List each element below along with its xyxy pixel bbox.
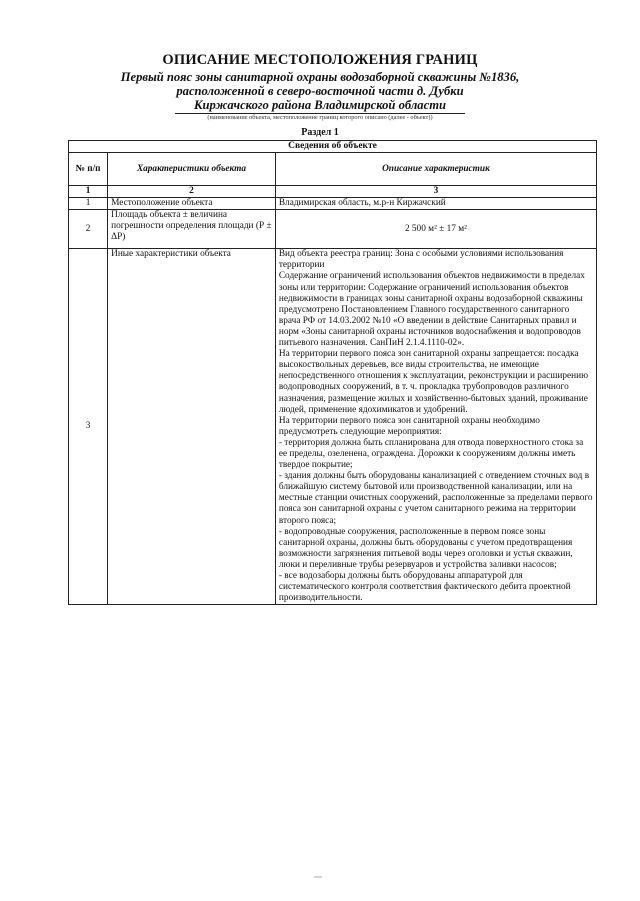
row-number: 2 — [69, 210, 108, 249]
document-title: ОПИСАНИЕ МЕСТОПОЛОЖЕНИЯ ГРАНИЦ — [162, 52, 478, 68]
page-mark — [314, 876, 322, 878]
subtitle-line-2: расположенной в северо-восточной части д. Дубки — [176, 84, 464, 98]
description-paragraph: Вид объекта реестра границ: Зона с особыми условиями использования территории — [278, 249, 564, 271]
table-row — [69, 198, 597, 210]
description-paragraph: Содержание ограничений использования объектов недвижимости в пределах зоны или территории: Содержание ограничений использования объектов недвижимости в границах зоны санитарной охраны водозаборной скважины предусмотрено Постановлением Главного государственного санитарного врача РФ от 14.03.2002 №10 «О введении в действие Санитарных правил и норм «Зоны санитарной охраны источников водоснабжения и водопроводов питьевого назначения. СанПиН 2.1.4.1110-02». — [278, 271, 585, 349]
column-header-row — [69, 153, 597, 186]
section-title: Раздел 1 — [301, 127, 339, 138]
table-row — [69, 210, 597, 249]
description-paragraph: На территории первого пояса зон санитарной охраны необходимо предусмотреть следующие мероприятия: — [278, 415, 540, 437]
column-number-2: 2 — [108, 186, 276, 198]
row-number: 3 — [69, 249, 108, 605]
subtitle-line-3: Киржачского района Владимирской области — [193, 98, 446, 112]
table-caption: Сведения об объекте — [69, 141, 597, 153]
table-caption-row — [69, 141, 597, 153]
row-characteristic: Иные характеристики объекта — [108, 249, 276, 605]
row-characteristic: Местоположение объекта — [108, 198, 276, 210]
row-description: 2 500 м² ± 17 м² — [275, 210, 596, 249]
description-paragraph: - здания должны быть оборудованы канализацией с отведением сточных вод в ближайшую систему бытовой или производственной канализации, или на местные станции очистных сооружений, расположенные за пределами первого пояса зон санитарной охраны с учетом санитарного режима на территории второго пояса; — [278, 471, 593, 526]
row-description — [275, 249, 596, 605]
row-number: 1 — [69, 198, 108, 210]
column-number-3: 3 — [275, 186, 596, 198]
object-info-table — [68, 140, 597, 605]
column-number-row — [69, 186, 597, 198]
row-description: Владимирская область, м.р-н Киржачский — [275, 198, 596, 210]
column-header-characteristic: Характеристики объекта — [108, 153, 276, 186]
description-paragraph: На территории первого пояса зон санитарной охраны запрещается: посадка высокоствольных деревьев, все виды строительства, не имеющие непосредственного отношения к эксплуатации, реконструкции и расширению водопроводных сооружений, в т. ч. прокладка трубопроводов различного назначения, размещение жилых и хозяйственно-бытовых зданий, проживание людей, применение ядохимикатов и удобрений. — [278, 349, 589, 415]
column-number-1: 1 — [69, 186, 108, 198]
column-header-description: Описание характеристик — [275, 153, 596, 186]
description-paragraph: - все водозаборы должны быть оборудованы аппаратурой для систематического контроля соответствия фактического дебита проектной производительности. — [278, 571, 571, 604]
description-paragraph: - территория должна быть спланирована для отвода поверхностного стока за ее пределы, озеленена, ограждена. Дорожки к сооружениям должны иметь твердое покрытие; — [278, 437, 584, 471]
table-row — [69, 249, 597, 605]
subtitle-line-1: Первый пояс зоны санитарной охраны водозаборной скважины №1836, — [120, 70, 520, 84]
description-paragraph: - водопроводные сооружения, расположенные в первом поясе зоны санитарной охраны, должны быть оборудованы с учетом предотвращения возможности загрязнения питьевой воды через оголовки и устья скважин, люки и переливные трубы резервуаров и устройства заливки насосов; — [278, 526, 573, 570]
row-characteristic: Площадь объекта ± величина погрешности определения площади (Р ± ΔР) — [108, 210, 276, 249]
column-header-number: № п/п — [69, 153, 108, 186]
object-note: (наименование объекта, местоположение границ которого описано (далее - объект)) — [207, 114, 433, 121]
